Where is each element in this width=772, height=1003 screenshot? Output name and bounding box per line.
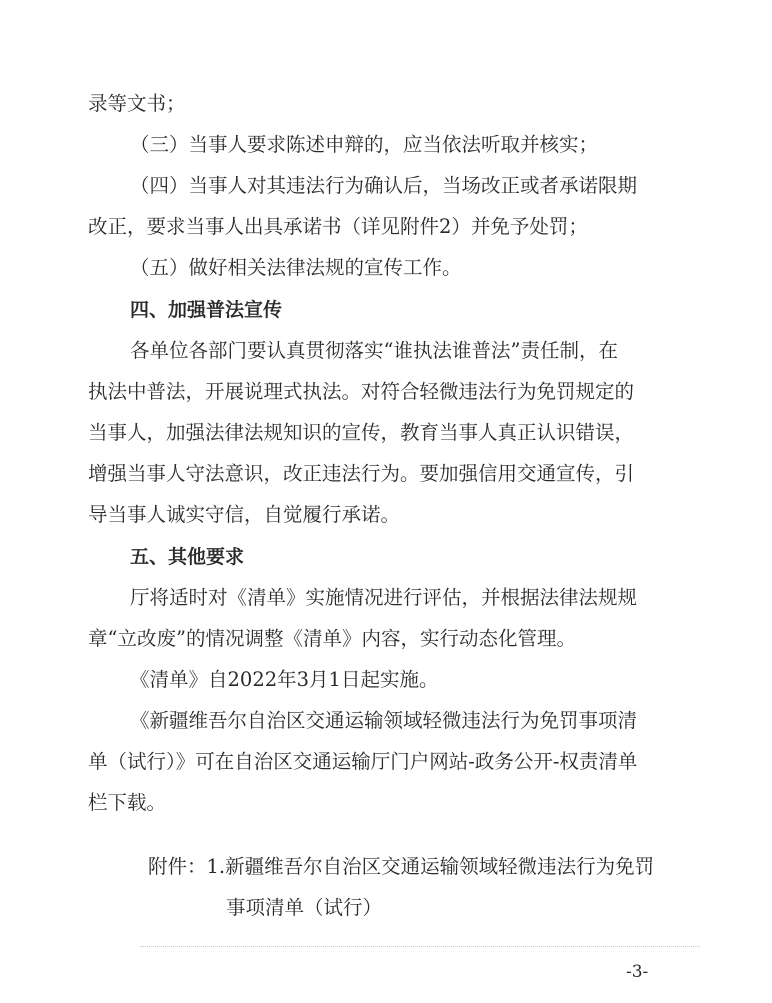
- paragraph-line: 当事人，加强法律法规知识的宣传，教育当事人真正认识错误，: [88, 421, 635, 444]
- paragraph-line: 《清单》自2022年3月1日起实施。: [130, 668, 439, 691]
- paragraph-line: 导当事人诚实守信，自觉履行承诺。: [88, 503, 401, 526]
- paragraph-line: 《新疆维吾尔自治区交通运输领域轻微违法行为免罚事项清: [130, 709, 638, 732]
- list-item-5: （五）做好相关法律法规的宣传工作。: [130, 256, 462, 279]
- paragraph-line: 改正，要求当事人出具承诺书（详见附件2）并免予处罚；: [88, 215, 588, 238]
- paragraph-line: 栏下载。: [88, 791, 167, 814]
- paragraph-line: 执法中普法，开展说理式执法。对符合轻微违法行为免罚规定的: [88, 380, 635, 403]
- paragraph-line: 单（试行）》可在自治区交通运输厅门户网站-政务公开-权责清单: [88, 750, 638, 773]
- section-heading-4: 四、加强普法宣传: [130, 299, 283, 321]
- section-heading-5: 五、其他要求: [130, 546, 245, 568]
- list-item-3: （三）当事人要求陈述申辩的，应当依法听取并核实；: [130, 133, 599, 156]
- paragraph-line: 录等文书；: [88, 92, 186, 115]
- list-item-4: （四）当事人对其违法行为确认后，当场改正或者承诺限期: [130, 174, 638, 197]
- paragraph-line: 章“立改废”的情况调整《清单》内容，实行动态化管理。: [88, 627, 576, 650]
- paragraph-line: 厅将适时对《清单》实施情况进行评估，并根据法律法规规: [130, 586, 638, 609]
- paragraph-line: 各单位各部门要认真贯彻落实“谁执法谁普法”责任制，在: [130, 339, 618, 362]
- attachment-line: 附件：1.新疆维吾尔自治区交通运输领域轻微违法行为免罚: [148, 855, 655, 878]
- paragraph-line: 增强当事人守法意识，改正违法行为。要加强信用交通宣传，引: [88, 462, 635, 485]
- page-number: -3-: [626, 962, 649, 982]
- attachment-line: 事项清单（试行）: [226, 896, 383, 919]
- footer-divider: [140, 946, 700, 947]
